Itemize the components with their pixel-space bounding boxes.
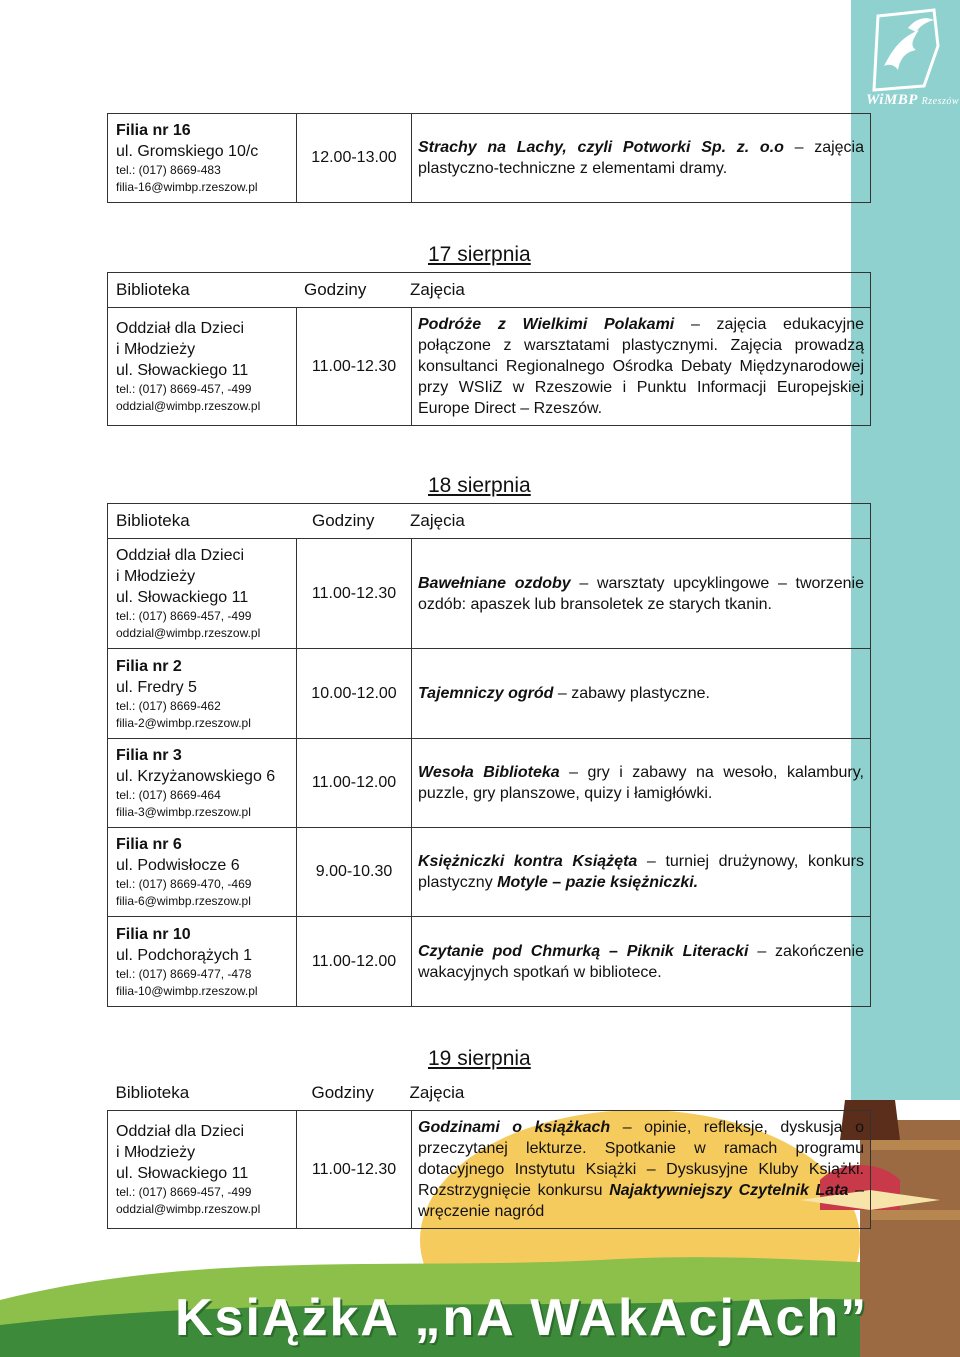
activity-title: Czytanie pod Chmurką – Piknik Literacki — [418, 942, 749, 960]
library-street: ul. Fredry 5 — [116, 678, 197, 696]
library-cell — [108, 828, 297, 917]
library-name: Filia nr 3 — [116, 747, 182, 764]
header-activities: Zajęcia — [410, 511, 465, 530]
library-name: Oddział dla Dzieci — [116, 1123, 245, 1140]
library-cell — [108, 649, 297, 739]
library-cell — [108, 114, 297, 203]
library-cell — [108, 739, 297, 828]
activity-cell — [412, 649, 871, 739]
table-row — [108, 1111, 871, 1229]
hours-cell: 12.00-13.00 — [297, 114, 412, 203]
library-name-line2: i Młodzieży — [116, 341, 196, 358]
header-activities: Zajęcia — [410, 280, 465, 299]
header-hours: Godziny — [312, 511, 375, 530]
activity-cell — [412, 739, 871, 828]
activity-desc: – zakończenie wakacyjnych spotkań w bibliotece. — [418, 942, 864, 981]
library-name: Filia nr 6 — [116, 836, 182, 853]
hours-cell: 11.00-12.30 — [297, 1111, 412, 1229]
activity-title: Księżniczki kontra Książęta — [418, 853, 638, 870]
library-email[interactable]: filia-10@wimbp.rzeszow.pl — [116, 983, 258, 998]
library-street: ul. Słowackiego 11 — [116, 1165, 249, 1182]
header-library: Biblioteka — [116, 280, 190, 299]
library-name: Filia nr 10 — [116, 925, 191, 943]
library-cell — [108, 1111, 297, 1229]
activity-title: Podróże z Wielkimi Polakami — [418, 316, 675, 333]
library-tel: tel.: (017) 8669-457, -499 — [116, 1185, 252, 1199]
schedule-table-top — [107, 113, 871, 203]
activity-cell — [412, 114, 871, 203]
library-street: ul. Podwisłocze 6 — [116, 857, 240, 874]
hours-cell: 11.00-12.00 — [297, 739, 412, 828]
library-tel: tel.: (017) 8669-457, -499 — [116, 382, 252, 396]
activity-desc: – zajęcia edukacyjne połączone z warsztatami plastycznymi. Zajęcia prowadzą konsultanci Regionalnego Ośrodka Debaty Międzynarodowej przy WSIiZ w Rzeszowie i Punktu Informacji Europejskiej Europe Direct – Rzeszów. — [418, 316, 865, 417]
activity-desc: – opinie, refleksje, dyskusja o przeczytanej lekturze. Spotkanie w ramach programu dotacyjnego Instytutu Książki – Dyskusyjne Kluby Książki. Rozstrzygnięcie konkursu — [418, 1119, 864, 1199]
library-tel: tel.: (017) 8669-477, -478 — [116, 966, 252, 981]
activity-desc: – gry i zabawy na wesoło, kalambury, puzzle, gry planszowe, quizy i łamigłówki. — [418, 764, 865, 802]
library-email[interactable]: oddzial@wimbp.rzeszow.pl — [116, 1202, 261, 1216]
library-cell — [108, 308, 297, 426]
activity-title: Tajemniczy ogród — [418, 685, 554, 702]
header-hours: Godziny — [304, 280, 367, 299]
library-email[interactable]: filia-2@wimbp.rzeszow.pl — [116, 715, 251, 730]
activity-desc: – zajęcia plastyczno-techniczne z elementami dramy. — [418, 139, 864, 177]
library-street: ul. Krzyżanowskiego 6 — [116, 768, 276, 785]
header-library: Biblioteka — [115, 1083, 190, 1102]
library-name-line2: i Młodzieży — [116, 568, 196, 585]
library-name: Filia nr 16 — [116, 122, 191, 139]
activity-cell — [412, 828, 871, 917]
library-name: Filia nr 2 — [116, 657, 182, 675]
library-tel: tel.: (017) 8669-462 — [116, 698, 221, 713]
table-row — [108, 539, 871, 649]
activity-title: Godzinami o książkach — [418, 1119, 611, 1136]
header-activities: Zajęcia — [409, 1083, 465, 1102]
activity-title-2: Motyle – pazie księżniczki. — [497, 874, 699, 891]
library-street: ul. Słowackiego 11 — [116, 589, 249, 606]
library-street: ul. Gromskiego 10/c — [116, 143, 259, 160]
library-email[interactable]: filia-3@wimbp.rzeszow.pl — [116, 805, 251, 819]
table-header — [108, 273, 871, 308]
table-header — [108, 1076, 871, 1111]
table-header — [108, 504, 871, 539]
library-email[interactable]: filia-16@wimbp.rzeszow.pl — [116, 180, 258, 194]
schedule-table-aug17 — [107, 272, 871, 426]
library-email[interactable]: filia-6@wimbp.rzeszow.pl — [116, 894, 251, 908]
table-row — [108, 649, 871, 739]
library-tel: tel.: (017) 8669-464 — [116, 788, 221, 802]
activity-cell — [412, 539, 871, 649]
library-name: Oddział dla Dzieci — [116, 547, 245, 564]
activity-title: Strachy na Lachy, czyli Potworki Sp. z. o.o — [418, 139, 784, 156]
library-tel: tel.: (017) 8669-457, -499 — [116, 609, 252, 623]
library-email[interactable]: oddzial@wimbp.rzeszow.pl — [116, 399, 261, 413]
activity-title-2: Najaktywniejszy Czytelnik Lata — [609, 1182, 849, 1199]
header-library: Biblioteka — [116, 511, 190, 530]
table-row — [108, 917, 871, 1007]
activity-cell — [412, 308, 871, 426]
hours-cell: 10.00-12.00 — [297, 649, 412, 739]
library-name: Oddział dla Dzieci — [116, 320, 245, 337]
header-cell — [108, 273, 871, 308]
activity-cell — [412, 917, 871, 1007]
library-street: ul. Podchorążych 1 — [116, 946, 253, 964]
header-cell — [108, 1076, 871, 1111]
date-heading: 17 sierpnia — [428, 243, 531, 266]
schedule-table-aug18 — [107, 503, 871, 1007]
banner-title: KsiĄżkA „nA WAkAcjAch” — [175, 1289, 869, 1347]
library-tel: tel.: (017) 8669-470, -469 — [116, 877, 252, 891]
library-cell — [108, 917, 297, 1007]
schedule-table-aug19 — [107, 1076, 871, 1229]
library-street: ul. Słowackiego 11 — [116, 362, 249, 379]
activity-desc: – warsztaty upcyklingowe – tworzenie ozdób: apaszek lub bransoletek ze starych tkanin. — [418, 574, 864, 613]
library-email[interactable]: oddzial@wimbp.rzeszow.pl — [116, 626, 261, 640]
activity-desc-2: – wręczenie nagród — [418, 1182, 864, 1220]
date-heading: 19 sierpnia — [428, 1047, 531, 1070]
header-hours: Godziny — [311, 1083, 374, 1102]
activity-title: Wesoła Biblioteka — [418, 764, 560, 781]
library-cell — [108, 539, 297, 649]
activity-title: Bawełniane ozdoby — [418, 574, 571, 592]
table-row — [108, 739, 871, 828]
library-name-line2: i Młodzieży — [116, 1144, 196, 1161]
hours-cell: 11.00-12.30 — [297, 539, 412, 649]
library-tel: tel.: (017) 8669-483 — [116, 163, 221, 177]
table-row — [108, 114, 871, 203]
hours-cell: 9.00-10.30 — [297, 828, 412, 917]
activity-desc: – zabawy plastyczne. — [553, 685, 710, 702]
hours-cell: 11.00-12.00 — [297, 917, 412, 1007]
hours-cell: 11.00-12.30 — [297, 308, 412, 426]
header-cell — [108, 504, 871, 539]
activity-desc: – turniej drużynowy, konkurs plastyczny — [418, 853, 865, 891]
activity-cell — [412, 1111, 871, 1229]
logo-text: WiMBP Rzeszów — [866, 92, 960, 108]
table-row — [108, 828, 871, 917]
table-row — [108, 308, 871, 426]
date-heading: 18 sierpnia — [428, 474, 531, 497]
